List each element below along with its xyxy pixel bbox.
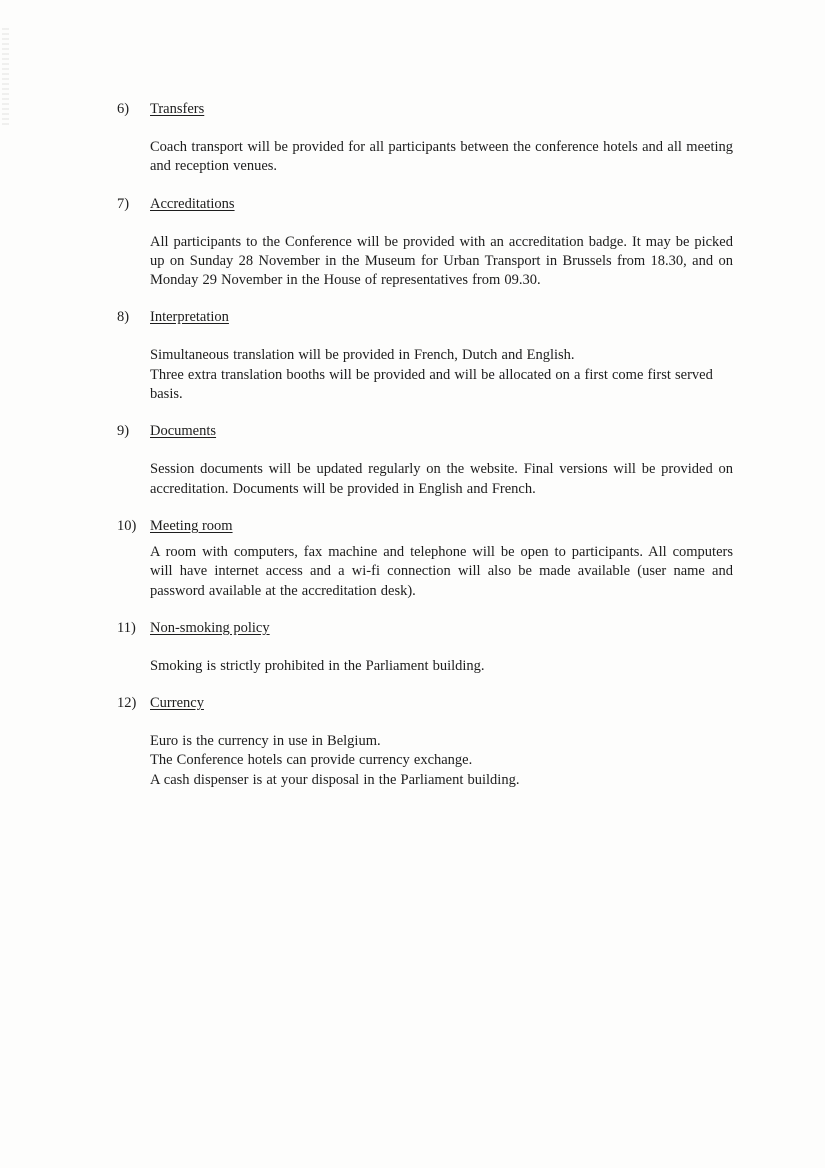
item-paragraph: Coach transport will be provided for all participants between the conference hotels and all meeting and reception venues.	[150, 139, 733, 175]
list-item-interpretation	[117, 308, 733, 404]
list-item-meeting-room	[117, 517, 733, 601]
item-heading: Meeting room	[150, 517, 233, 534]
item-number: 10)	[117, 517, 137, 534]
item-number: 6)	[117, 101, 130, 117]
item-body	[150, 422, 733, 499]
item-paragraph: Smoking is strictly prohibited in the Parliament building.	[150, 657, 485, 674]
item-paragraph: Simultaneous translation will be provided in French, Dutch and English.	[150, 347, 575, 364]
item-heading: Documents	[150, 423, 217, 440]
item-heading: Transfers	[150, 101, 205, 117]
scan-edge-artifact	[2, 28, 9, 128]
item-heading: Interpretation	[150, 309, 229, 326]
item-paragraph: Session documents will be updated regularly on the website. Final versions will be provided on accreditation. Documents will be provided in English and French.	[150, 461, 733, 497]
item-paragraph: Euro is the currency in use in Belgium.	[150, 733, 381, 750]
item-paragraph: The Conference hotels can provide currency exchange.	[150, 752, 473, 769]
item-number: 9)	[117, 423, 130, 440]
list-item-accreditations	[117, 195, 733, 291]
item-body	[150, 694, 733, 790]
list-item-currency	[117, 694, 733, 790]
item-heading: Accreditations	[150, 195, 235, 212]
item-heading: Currency	[150, 695, 204, 712]
document-content	[117, 100, 733, 808]
item-body	[150, 619, 733, 676]
item-paragraph: A room with computers, fax machine and telephone will be open to participants. All computers will have internet access and a wi-fi connection will also be made available (user name and password available at the accreditation desk).	[150, 543, 733, 599]
item-paragraph: A cash dispenser is at your disposal in the Parliament building.	[150, 771, 520, 788]
item-body	[150, 308, 733, 404]
item-paragraph: Three extra translation booths will be provided and will be allocated on a first come first served basis.	[150, 366, 713, 403]
list-item-non-smoking-policy	[117, 619, 733, 676]
list-item-transfers	[117, 100, 733, 177]
list-item-documents	[117, 422, 733, 499]
item-number: 11)	[117, 619, 136, 636]
item-number: 7)	[117, 195, 130, 212]
item-heading: Non-smoking policy	[150, 619, 270, 636]
item-body	[150, 195, 733, 291]
item-number: 12)	[117, 695, 137, 712]
item-paragraph: All participants to the Conference will be provided with an accreditation badge. It may be picked up on Sunday 28 November in the Museum for Urban Transport in Brussels from 18.30, and on Monday 29 November in the House of representatives from 09.30.	[150, 233, 733, 289]
item-body	[150, 517, 733, 601]
item-body	[150, 100, 733, 177]
item-number: 8)	[117, 309, 130, 326]
